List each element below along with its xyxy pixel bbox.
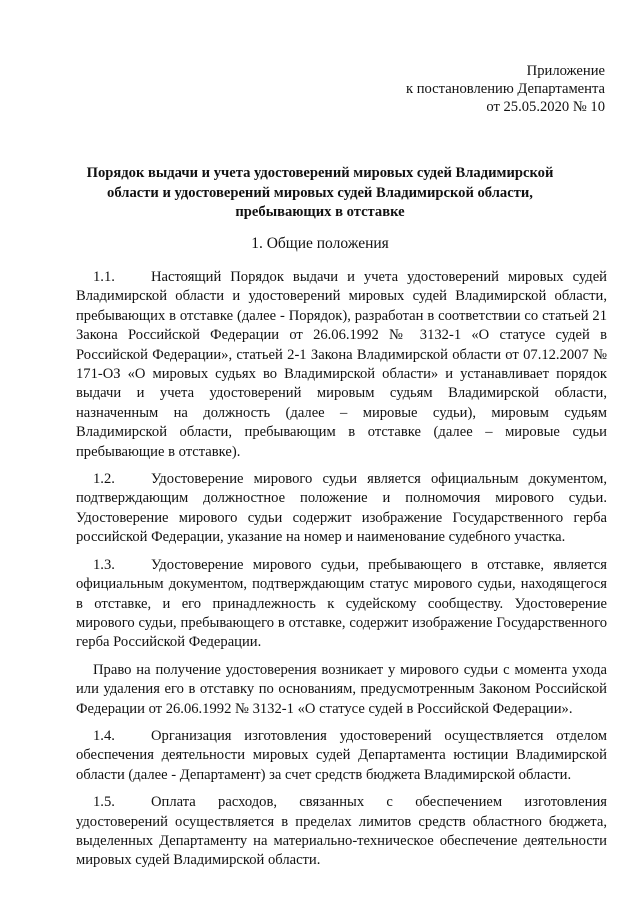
- appendix-block: [406, 62, 605, 116]
- paragraph-text: Настоящий Порядок выдачи и учета удостоверений мировых судей Владимирской области и удостоверений мировых судей Владимирской области, пребывающих в отставке (далее - Порядок), разработан в соответствии со статьей 21 Закона Российской Федерации от 26.06.1992 № 3132-1 «О статусе судей в Российской Федерации», статьей 2-1 Закона Владимирской области от 07.12.2007 № 171-ОЗ «О мировых судьях во Владимирской области» и устанавливает порядок выдачи и учета удостоверений мировым судьям Владимирской области, назначенным на должность (далее – мировые судьи), мировым судьям Владимирской области, пребывающим в отставке (далее – мировые судьи пребывающие в отставке).: [76, 269, 607, 460]
- paragraph-1-2: [76, 470, 607, 548]
- paragraph-text: Удостоверение мирового судьи является официальным документом, подтверждающим должностное положение и полномочия мирового судьи. Удостоверение мирового судьи содержит изображение Государственного герба российской Федерации, указание на номер и наименование судебного участка.: [76, 471, 607, 546]
- paragraph-number: 1.3.: [93, 556, 115, 573]
- document-body: [76, 268, 607, 879]
- document-title: [60, 164, 580, 223]
- paragraph-number: 1.5.: [93, 794, 115, 811]
- paragraph-1-4: [76, 727, 607, 785]
- paragraph-number: 1.2.: [93, 471, 115, 488]
- title-line-2: области и удостоверений мировых судей Владимирской области,: [107, 184, 533, 201]
- paragraph-1-5: [76, 793, 607, 871]
- paragraph-1-3: [76, 556, 607, 653]
- paragraph-text: Организация изготовления удостоверений осуществляется отделом обеспечения деятельности мировых судей Департамента юстиции Владимирской области (далее - Департамент) за счет средств бюджета Владимирской области.: [76, 727, 607, 783]
- appendix-line-1: Приложение: [526, 63, 605, 79]
- paragraph-text: Право на получение удостоверения возникает у мирового судьи с момента ухода или удаления его в отставку по основаниям, предусмотренным Законом Российской Федерации от 26.06.1992 № 3132-1 «О статусе судей в Российской Федерации».: [76, 661, 607, 717]
- paragraph-1-1: [76, 268, 607, 462]
- appendix-line-3: от 25.05.2020 № 10: [486, 99, 605, 115]
- paragraph-text: Оплата расходов, связанных с обеспечением изготовления удостоверений осуществляется в пределах лимитов средств областного бюджета, выделенных Департаменту на материально-техническое обеспечение деятельности мировых судей Владимирской области.: [76, 794, 607, 869]
- appendix-line-2: к постановлению Департамента: [405, 81, 605, 97]
- section-heading: 1. Общие положения: [251, 235, 389, 252]
- paragraph-text: Удостоверение мирового судьи, пребывающего в отставке, является официальным документом, подтверждающим статус мирового судьи, находящегося в отставке, и его принадлежность к судейскому сообществу. Удостоверение мирового судьи, пребывающего в отставке, содержит изображение Государственного герба Российской Федерации.: [76, 556, 607, 651]
- title-line-3: пребывающих в отставке: [235, 204, 405, 220]
- paragraph-right-to-certificate: [76, 661, 607, 719]
- title-line-1: Порядок выдачи и учета удостоверений мировых судей Владимирской: [86, 165, 554, 181]
- paragraph-number: 1.4.: [93, 727, 115, 744]
- paragraph-number: 1.1.: [93, 269, 115, 285]
